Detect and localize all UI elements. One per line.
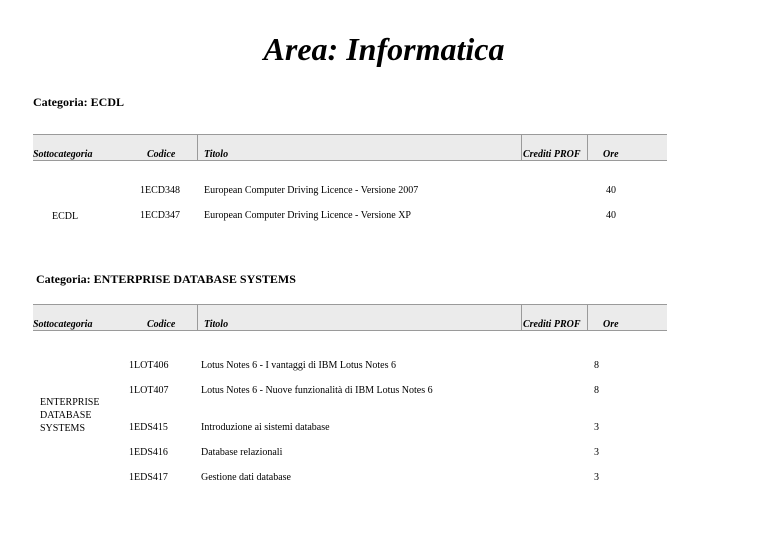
header-sottocategoria: Sottocategoria: [33, 319, 93, 330]
ore-cell: 40: [606, 185, 616, 196]
ore-cell: 40: [606, 210, 616, 221]
header-codice: Codice: [147, 319, 176, 330]
titolo-cell: Lotus Notes 6 - Nuove funzionalità di IBM Lotus Notes 6: [201, 385, 433, 396]
codice-cell: 1ECD348: [140, 185, 180, 196]
header-divider: [521, 135, 522, 160]
codice-cell: 1EDS417: [129, 472, 168, 483]
header-codice: Codice: [147, 149, 176, 160]
ore-cell: 3: [594, 472, 599, 483]
header-divider: [587, 305, 588, 330]
titolo-cell: Gestione dati database: [201, 472, 291, 483]
ore-cell: 3: [594, 447, 599, 458]
ore-cell: 8: [594, 360, 599, 371]
titolo-cell: Introduzione ai sistemi database: [201, 422, 330, 433]
codice-cell: 1EDS415: [129, 422, 168, 433]
ore-cell: 8: [594, 385, 599, 396]
header-crediti: Crediti PROF: [523, 149, 581, 160]
header-divider: [521, 305, 522, 330]
category-heading: Categoria: ENTERPRISE DATABASE SYSTEMS: [36, 272, 296, 286]
titolo-cell: European Computer Driving Licence - Versione 2007: [204, 185, 419, 196]
header-divider: [197, 305, 198, 330]
page-title: Area: Informatica: [263, 31, 505, 67]
titolo-cell: Lotus Notes 6 - I vantaggi di IBM Lotus Notes 6: [201, 360, 396, 371]
titolo-cell: Database relazionali: [201, 447, 283, 458]
header-titolo: Titolo: [204, 149, 229, 160]
header-ore: Ore: [603, 319, 619, 330]
subcategory-label: ECDL: [52, 211, 79, 222]
ore-cell: 3: [594, 422, 599, 433]
titolo-cell: European Computer Driving Licence - Versione XP: [204, 210, 411, 221]
header-titolo: Titolo: [204, 319, 229, 330]
header-crediti: Crediti PROF: [523, 319, 581, 330]
subcategory-label: ENTERPRISE DATABASE SYSTEMS: [40, 397, 100, 434]
header-sottocategoria: Sottocategoria: [33, 149, 93, 160]
codice-cell: 1EDS416: [129, 447, 168, 458]
header-ore: Ore: [603, 149, 619, 160]
header-divider: [587, 135, 588, 160]
codice-cell: 1LOT406: [129, 360, 169, 371]
header-divider: [197, 135, 198, 160]
category-heading: Categoria: ECDL: [33, 95, 124, 109]
codice-cell: 1LOT407: [129, 385, 169, 396]
codice-cell: 1ECD347: [140, 210, 180, 221]
